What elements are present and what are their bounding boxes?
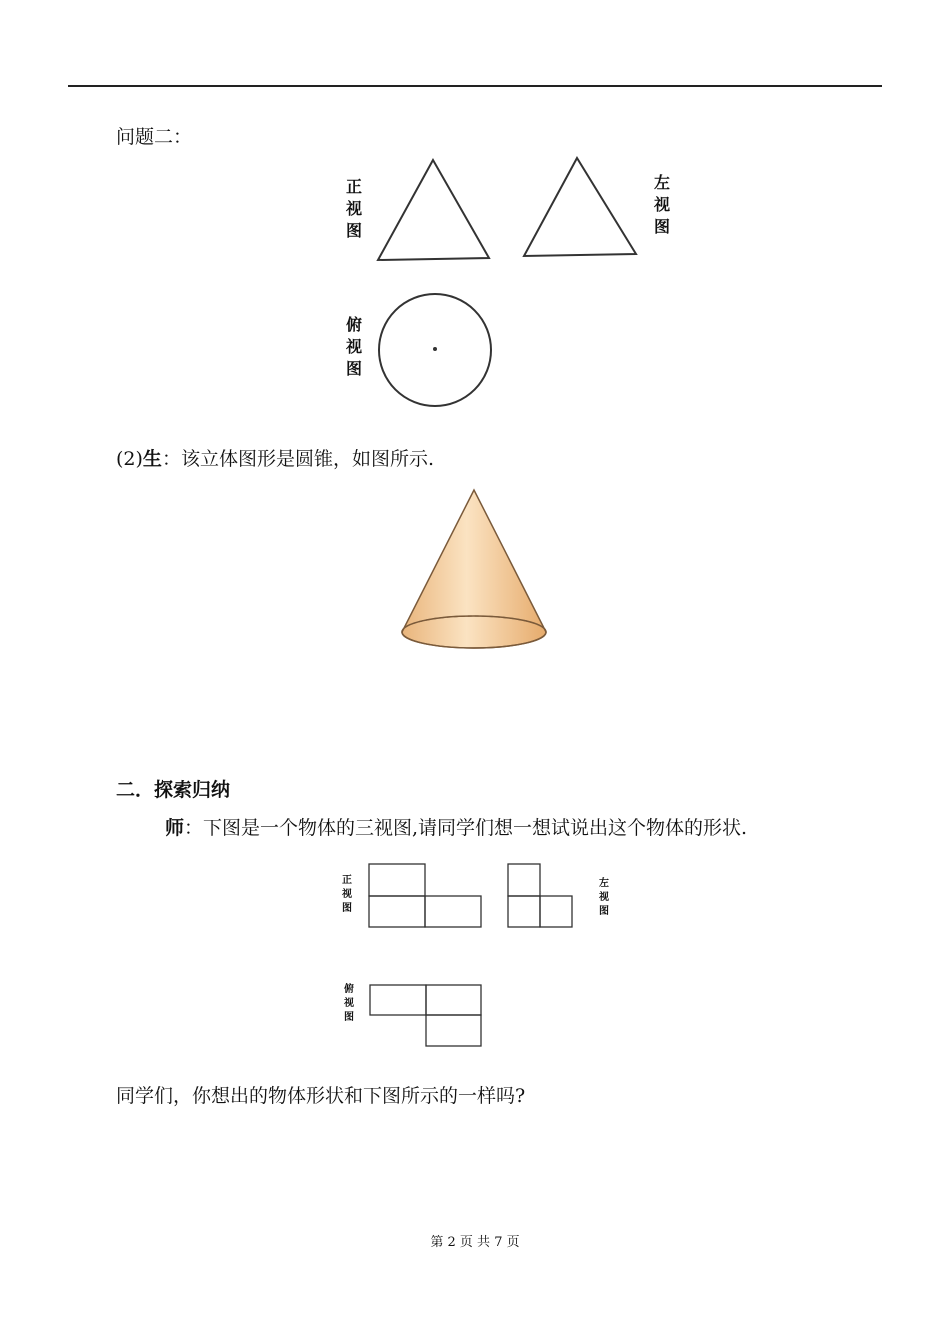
top-view-label: 俯 视 图	[346, 315, 363, 378]
front-view-label: 正 视 图	[346, 177, 363, 240]
front-view-label-2: 正 视 图	[342, 875, 352, 914]
section2-heading: 二．探索归纳	[116, 779, 231, 801]
cone-surface	[402, 490, 546, 648]
top-view-center-dot	[433, 347, 437, 351]
left-view-label-2: 左 视 图	[599, 878, 609, 917]
left-view-label: 左 视 图	[654, 173, 671, 236]
page-footer: 第 2 页 共 7 页	[430, 1235, 520, 1250]
top-view-shape	[370, 985, 481, 1046]
cone-illustration	[395, 485, 555, 660]
top-view-label-2: 俯 视 图	[344, 984, 354, 1023]
header-rule	[68, 85, 882, 87]
question-text: 同学们，你想出的物体形状和下图所示的一样吗?	[116, 1085, 526, 1107]
teacher-prompt: 师：下图是一个物体的三视图,请同学们想一想试说出这个物体的形状.	[165, 817, 748, 839]
block-three-views-figure	[360, 855, 580, 1055]
student-answer: (2)生：该立体图形是圆锥，如图所示.	[116, 448, 434, 470]
cone-three-views-figure	[370, 150, 650, 415]
front-view-shape	[369, 864, 481, 927]
left-view-shape	[508, 864, 572, 927]
front-view-triangle	[378, 160, 489, 260]
left-view-triangle	[524, 158, 636, 256]
problem2-heading: 问题二：	[116, 126, 193, 148]
